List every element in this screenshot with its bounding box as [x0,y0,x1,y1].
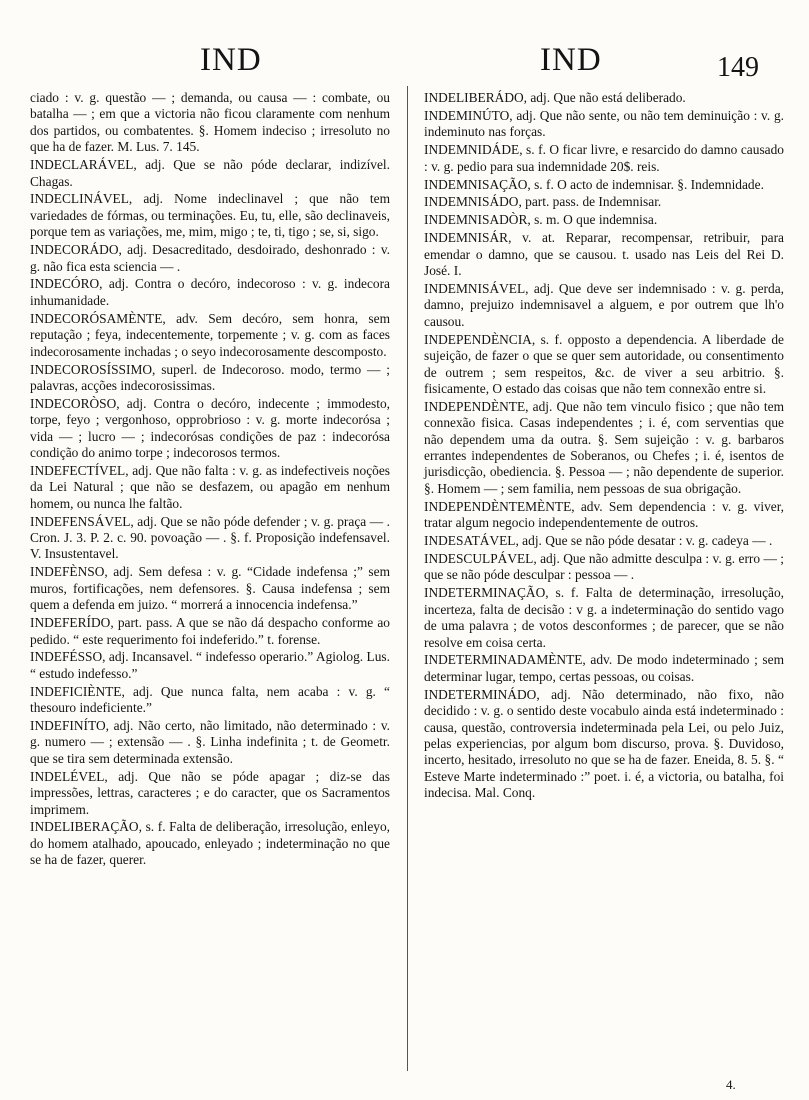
dictionary-entry: INDEFÈNSO, adj. Sem defesa : v. g. “Cidade indefensa ;” sem muros, fortificações, nem defensores. §. Causa indefensa ; sem quem a defenda em juizo. “ morrerá a innocencia indefensa.” [30,564,390,613]
dictionary-entry: INDECOROSÍSSIMO, superl. de Indecoroso. modo, termo — ; palavras, acções indecorosissimas. [30,361,390,393]
dictionary-entry: INDESATÁVEL, adj. Que se não póde desatar : v. g. cadeya — . [424,533,773,549]
dictionary-entry: INDEFECTÍVEL, adj. Que não falta : v. g. as indefectiveis noções da Lei Natural ; que não se desfazem, ou apagão em nenhum homem, ou nunca lhe faltão. [30,462,390,511]
column-divider [407,86,408,1071]
dictionary-entry: INDEMNISADÒR, s. m. O que indemnisa. [424,212,658,228]
dictionary-entry: INDETERMINÁDO, adj. Não determinado, não fixo, não decidido : v. g. o sentido deste vocabulo ainda está indeterminado : causa, questão, controversia indeterminada pela Lei, ou pelo Juiz, pelas experiencias, por algum bom discurso, prova. §. Duvidoso, incerto, hesitado, irresoluto no que se ha de fazer. Eneida, 8. 5. §. “ Esteve Marte indeterminado :” poet. i. é, a victoria, ou batalha, foi indecisa. Mal. Conq. [424,686,784,801]
dictionary-entry: INDELÉVEL, adj. Que não se póde apagar ; diz-se das impressões, lettras, caracteres ; e do caracter, que os Sacramentos imprimem. [30,768,390,817]
dictionary-entry: INDELIBERAÇÃO, s. f. Falta de deliberação, irresolução, enleyo, do homem atalhado, apoucado, enleyado ; indeterminação no que se ha de fazer, querer. [30,819,390,868]
dictionary-entry: INDEFERÍDO, part. pass. A que se não dá despacho conforme ao pedido. “ este requerimento foi indeferido.” t. forense. [30,615,390,647]
dictionary-entry: INDEMNISAÇÃO, s. f. O acto de indemnisar. §. Indemnidade. [424,176,764,192]
dictionary-entry: INDECORÒSO, adj. Contra o decóro, indecente ; immodesto, torpe, feyo ; vergonhoso, opprobrioso : v. g. morte indecorósa ; vida — ; lucro — ; indecorósas condições de paz : indecorósa condição do animo torpe ; indecorosos termos. [30,395,390,461]
dictionary-entry: INDEFINÍTO, adj. Não certo, não limitado, não determinado : v. g. numero — ; extensão — . §. Linha indefinita ; t. de Geometr. que se tira sem determinada extensão. [30,718,390,766]
dictionary-entry: INDELIBERÁDO, adj. Que não está deliberado. [424,90,686,105]
left-column [30,90,390,870]
dictionary-entry: INDEPENDÈNCIA, s. f. opposto a dependencia. A liberdade de sujeição, de fazer o que se quer sem autoridade, ou consentimento de outrem ; sem respeitos, &c. de viver a seu arbitrio. §. fisicamente, O estado das coisas que não tem connexão entre si. [424,331,784,396]
dictionary-entry: INDEFENSÁVEL, adj. Que se não póde defender ; v. g. praça — . Cron. J. 3. P. 2. c. 90. povoação — . §. f. Proposição indefensavel. V. Insustentavel. [30,513,390,562]
dictionary-entry: INDEMNISÁDO, part. pass. de Indemnisar. [424,194,662,210]
dictionary-entry: INDECORÁDO, adj. Desacreditado, desdoirado, deshonrado : v. g. não fica esta sciencia — . [30,242,390,274]
dictionary-entry: INDETERMINAÇÃO, s. f. Falta de determinação, irresolução, incerteza, falta de decisão : v g. a indeterminação do sentido vago de uma palavra ; de votos desconformes ; de parecer, que se não resolve em coisa certa. [424,585,784,650]
left-guide-word: IND [200,42,262,78]
dictionary-entry: INDEMNISÁR, v. at. Reparar, recompensar, retribuir, para emendar o damno, que se causou. t. usado nas Leis del Rei D. José. I. [424,230,784,279]
dictionary-entry: INDECÓRO, adj. Contra o decóro, indecoroso : v. g. indecora inhumanidade. [30,276,390,308]
dictionary-entry: INDEFICIÈNTE, adj. Que nunca falta, nem acaba : v. g. “ thesouro indeficiente.” [30,683,390,716]
dictionary-entry: INDEPENDÈNTEMÈNTE, adv. Sem dependencia : v. g. viver, tratar algum negocio independentemente de outros. [424,498,784,531]
signature-mark: 4. [726,1077,736,1092]
dictionary-entry: INDEMNIDÁDE, s. f. O ficar livre, e resarcido do damno causado : v. g. pedio para sua indemnidade 20$. reis. [424,142,784,174]
dictionary-entry: INDEPENDÈNTE, adj. Que não tem vinculo fisico ; que não tem connexão fisica. Casas independentes ; i. é, com serventias que não dependem uma da outra. §. Sem sujeição : v. g. barbaros errantes independentes de Soberanos, ou Chefes ; i. é, isentos de jurisdicção, obediencia. §. Pessoa — ; não dependente de superior. §. Homem — ; sem familia, nem pessoas de sua obrigação. [424,398,784,496]
dictionary-entry: INDEFÉSSO, adj. Incansavel. “ indefesso operario.” Agiolog. Lus. “ estudo indefesso.” [30,649,390,681]
dictionary-entry: INDEMNISÁVEL, adj. Que deve ser indemnisado : v. g. perda, damno, prejuizo indemnisavel a alguem, e por outrem que lh'o causou. [424,280,784,329]
dictionary-entry: INDETERMINADAMÈNTE, adv. De modo indeterminado ; sem determinar lugar, tempo, certas pessoas, ou coisas. [424,652,784,684]
right-guide-word: IND [540,42,602,78]
dictionary-entry: INDECLARÁVEL, adj. Que se não póde declarar, indizível. Chagas. [30,157,390,189]
right-column [424,90,784,803]
page-number: 149 [717,52,759,83]
dictionary-entry: INDEMINÚTO, adj. Que não sente, ou não tem deminuição : v. g. indeminuto nas forças. [424,107,784,140]
dictionary-entry: INDECORÓSAMÈNTE, adv. Sem decóro, sem honra, sem reputação ; feya, indecentemente, torpemente ; v. g. com as faces indecorosamente inchadas ; o seyo indecorosamente descomposto. [30,310,390,359]
dictionary-entry: ciado : v. g. questão — ; demanda, ou causa — : combate, ou batalha — ; em que a victoria não ficou claramente com nenhum dos partidos, ou combatentes. §. Homem indeciso ; irresoluto no que ha de fazer. M. Lus. 7. 145. [30,90,390,155]
dictionary-entry: INDECLINÁVEL, adj. Nome indeclinavel ; que não tem variedades de fórmas, ou terminações. Eu, tu, elle, são declinaveis, porque tem as variações, me, mim, migo ; te, ti, tigo ; se, si, sigo. [30,191,390,240]
dictionary-entry: INDESCULPÁVEL, adj. Que não admitte desculpa : v. g. erro — ; que se não póde desculpar : pessoa — . [424,550,784,583]
